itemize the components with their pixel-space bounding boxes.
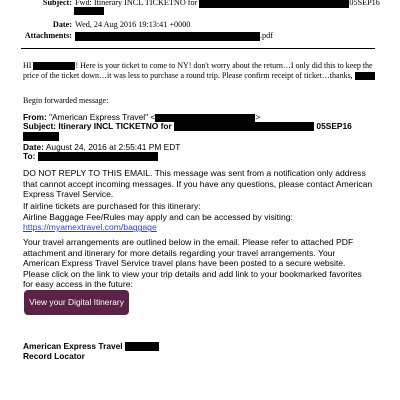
redacted-block xyxy=(23,132,59,141)
signature xyxy=(23,341,159,361)
redacted-block xyxy=(33,62,75,70)
redacted-block xyxy=(74,7,104,15)
view-itinerary-button[interactable]: View your Digital Itinerary xyxy=(24,290,129,315)
airline-line-2: Airline Baggage Fee/Rules may apply and can be accessed by visiting: xyxy=(23,211,293,222)
email-header xyxy=(0,0,400,48)
forward-subject-value: Itinerary INCL TICKETNO for xyxy=(58,121,172,131)
date-value: Wed, 24 Aug 2016 19:13:41 +0000 xyxy=(75,20,191,29)
date-label: Date: xyxy=(52,20,72,29)
forward-to-label: To: xyxy=(23,151,36,161)
no-reply-notice: DO NOT REPLY TO THIS EMAIL. This message was sent from a notification only address that cannot accept incoming messages. If you have any questions, please contact American Express Travel Service. xyxy=(23,168,373,200)
forward-to-row xyxy=(23,152,158,162)
redacted-block xyxy=(355,72,375,80)
forward-from-value: "American Express Travel" < xyxy=(49,112,156,122)
redacted-block xyxy=(174,122,314,131)
signature-record-locator: Record Locator xyxy=(23,351,85,362)
forward-date-value: August 24, 2016 at 2:55:41 PM EDT xyxy=(45,142,181,152)
redacted-block xyxy=(125,342,159,351)
arrangements-text: Your travel arrangements are outlined below in the email. Please refer to attached PDF attachment and itinerary for more details regarding your travel arrangements. Your American Express Travel Service travel plans have been posted to a secure website. Please click on the link to view your trip details and add link to your bookmarked favorites for easy access in the future: xyxy=(23,237,362,290)
forward-from-label: From: xyxy=(23,112,47,122)
airline-info xyxy=(23,201,373,233)
redacted-block xyxy=(199,0,349,8)
forward-subject-row xyxy=(23,122,352,132)
baggage-link[interactable]: https://myamextravel.com/baggage xyxy=(23,222,157,233)
redacted-block xyxy=(38,152,158,161)
message-text: HI ! Here is your ticket to come to NY! don't worry about the return…I only did this to keep the price of the ticket down…it was less to purchase a round trip. Please confirm receipt of ticket…thanks, xyxy=(23,61,375,81)
attachment-file[interactable] xyxy=(75,31,273,41)
forward-intro: Begin forwarded message: xyxy=(23,96,109,105)
forward-redacted-line xyxy=(23,132,59,142)
redacted-block xyxy=(75,32,260,41)
signature-company: American Express Travel xyxy=(23,341,123,351)
attachment-ext: .pdf xyxy=(260,31,273,40)
header-divider xyxy=(21,48,375,49)
subject-suffix: 05SEP16 xyxy=(349,0,380,7)
forward-subject-suffix: 05SEP16 xyxy=(316,121,352,131)
subject-label: Subject: xyxy=(42,0,72,7)
forward-subject-label: Subject: xyxy=(23,121,57,131)
forward-from-row: From: "American Express Travel" < > xyxy=(23,112,261,122)
subject-value: Fwd: Itinerary INCL TICKETNO for 05SEP16 xyxy=(75,0,380,7)
airline-line-1: If airline tickets are purchased for this itinerary: xyxy=(23,201,201,211)
attachments-label: Attachments: xyxy=(24,31,72,40)
forward-date-label: Date: xyxy=(23,142,44,152)
